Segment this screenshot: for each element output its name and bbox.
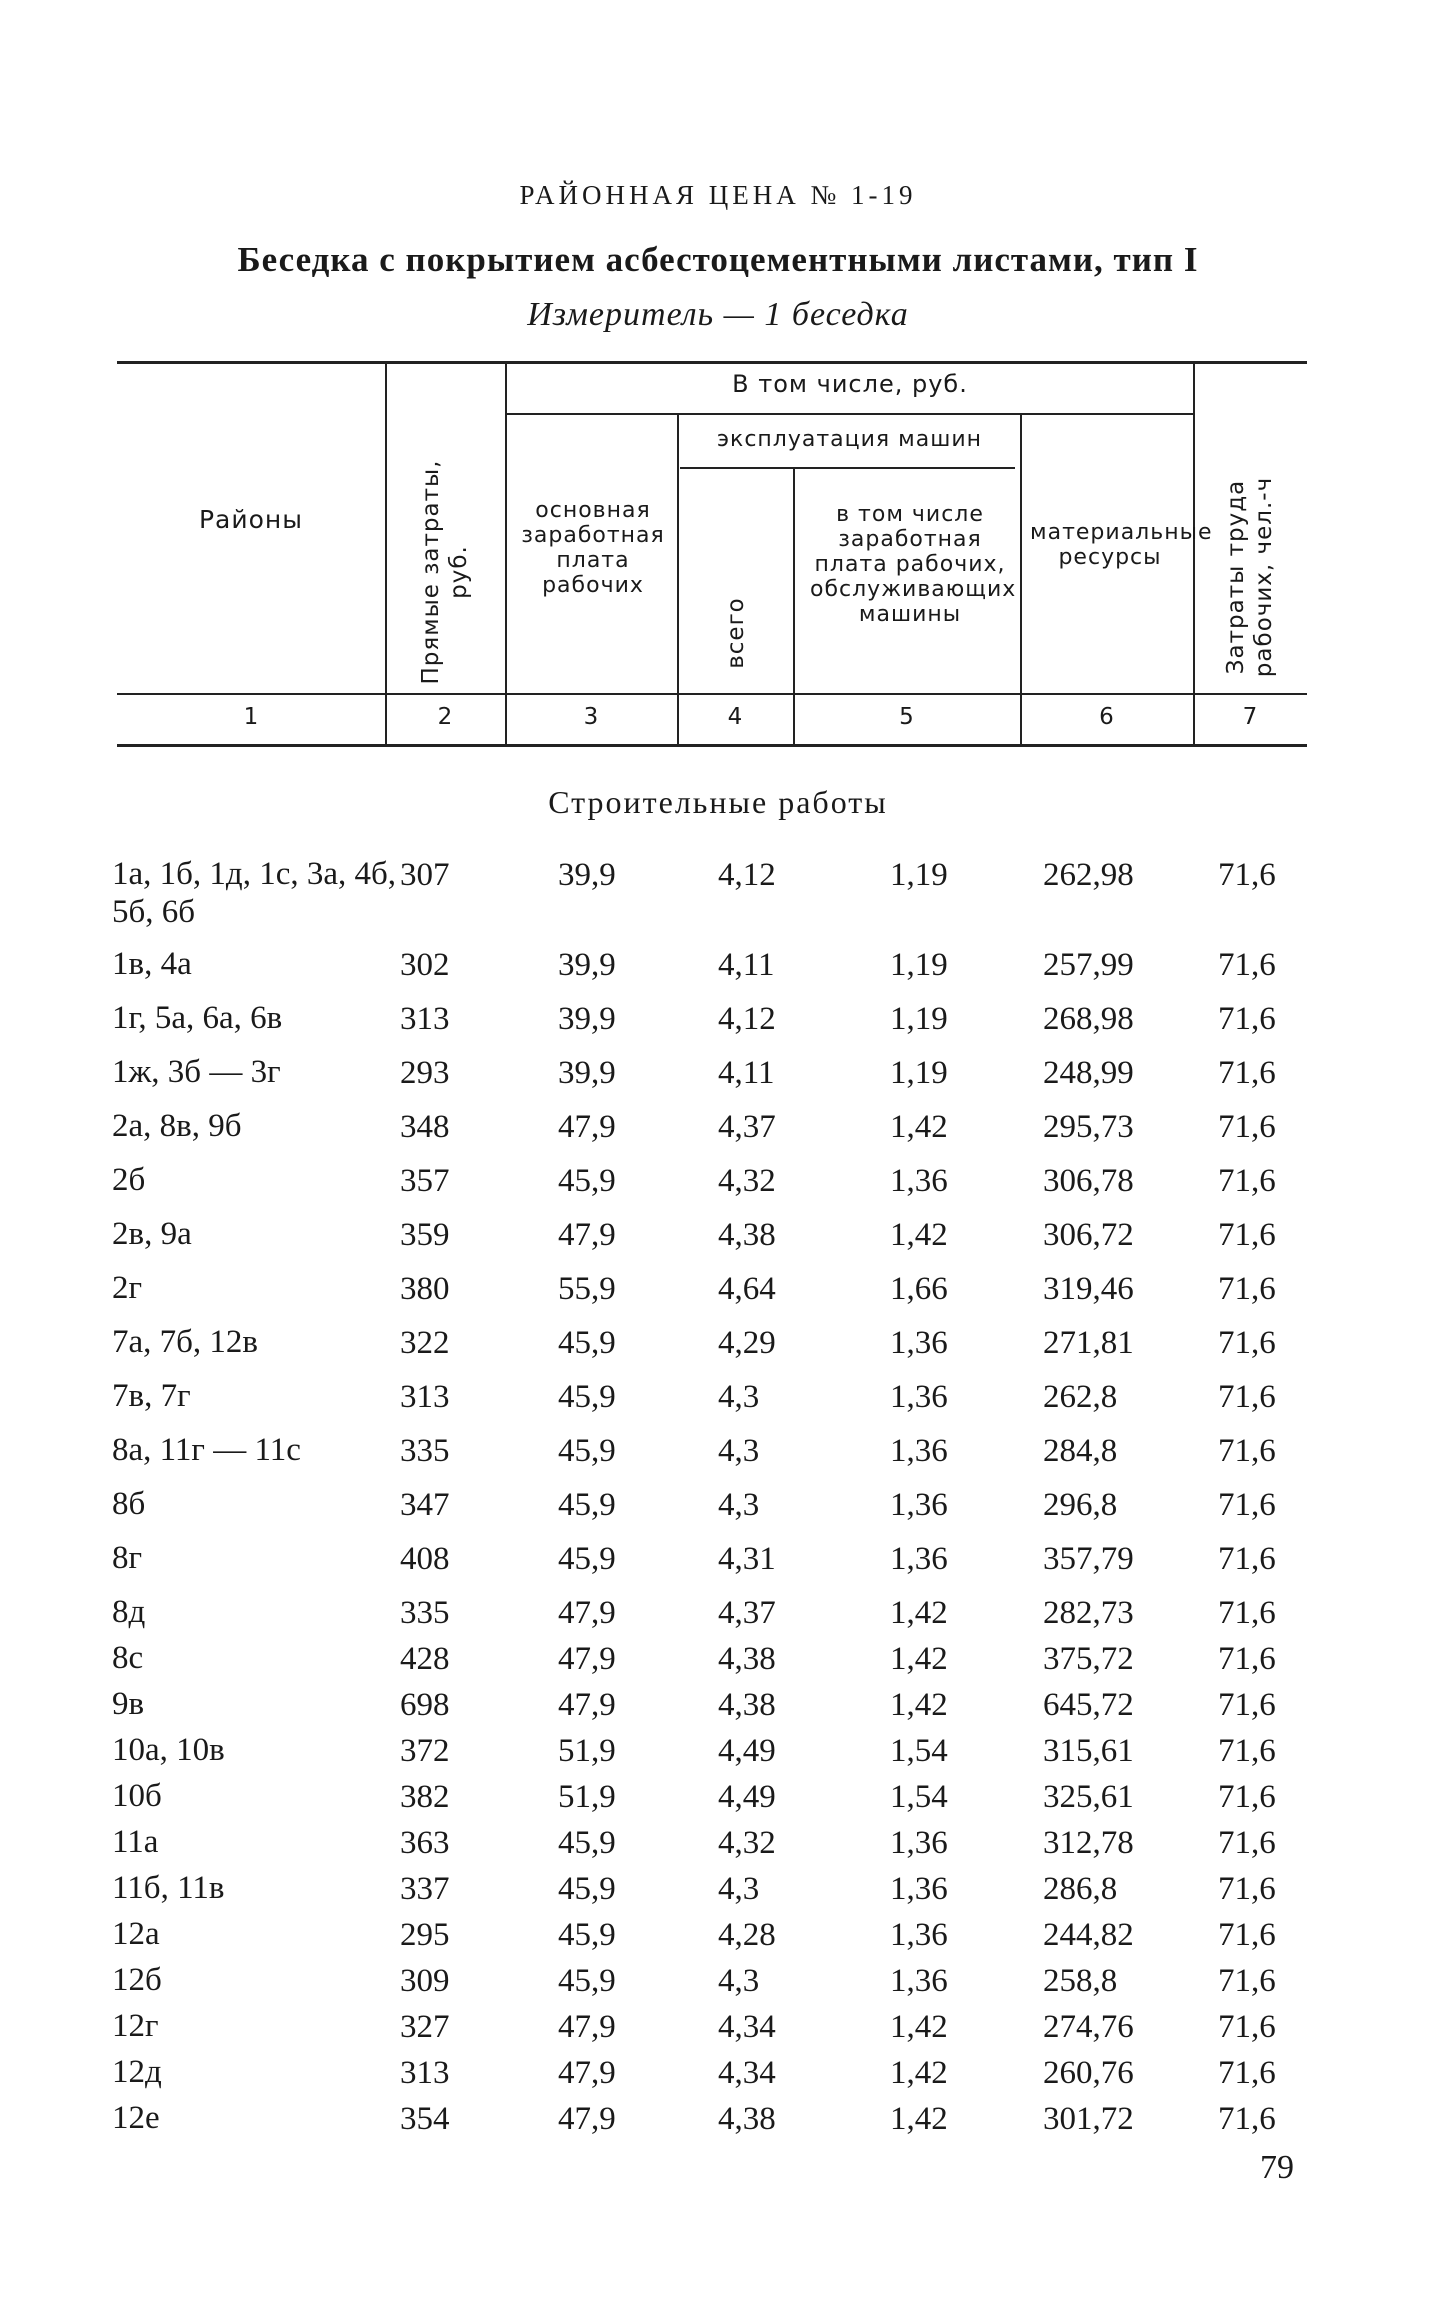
cell-machines-total: 4,38 bbox=[718, 2101, 776, 2137]
cell-machines-total: 4,38 bbox=[718, 1217, 776, 1253]
cell-region: 10б bbox=[112, 1778, 162, 1814]
cell-machines-total: 4,29 bbox=[718, 1325, 776, 1361]
cell-wages: 47,9 bbox=[558, 1217, 616, 1253]
cell-labor: 71,6 bbox=[1218, 1325, 1276, 1361]
cell-wages: 47,9 bbox=[558, 2055, 616, 2091]
cell-machines-total: 4,32 bbox=[718, 1163, 776, 1199]
table-row bbox=[0, 1915, 1436, 1961]
table-row bbox=[0, 1539, 1436, 1593]
cell-machines-total: 4,34 bbox=[718, 2009, 776, 2045]
column-number-6: 6 bbox=[1099, 704, 1114, 730]
cell-machines-total: 4,34 bbox=[718, 2055, 776, 2091]
cell-materials: 301,72 bbox=[1043, 2101, 1134, 2137]
table-row bbox=[0, 945, 1436, 999]
cell-direct-costs: 309 bbox=[400, 1963, 450, 1999]
cell-direct-costs: 307 bbox=[400, 857, 450, 893]
header-incl-group: В том числе, руб. bbox=[732, 370, 968, 398]
cell-wages: 45,9 bbox=[558, 1163, 616, 1199]
cell-labor: 71,6 bbox=[1218, 1641, 1276, 1677]
header-direct-costs: Прямые затраты, руб. bbox=[418, 459, 472, 685]
cell-machines-total: 4,37 bbox=[718, 1109, 776, 1145]
cell-machine-wages: 1,42 bbox=[890, 2055, 948, 2091]
cell-machine-wages: 1,54 bbox=[890, 1779, 948, 1815]
cell-machine-wages: 1,19 bbox=[890, 1001, 948, 1037]
cell-labor: 71,6 bbox=[1218, 1963, 1276, 1999]
table-row bbox=[0, 1053, 1436, 1107]
cell-machine-wages: 1,36 bbox=[890, 1325, 948, 1361]
cell-labor: 71,6 bbox=[1218, 2101, 1276, 2137]
table-row bbox=[0, 1869, 1436, 1915]
cell-region: 12а bbox=[112, 1916, 160, 1952]
cell-region: 12е bbox=[112, 2100, 160, 2136]
table-row bbox=[0, 1639, 1436, 1685]
cell-direct-costs: 335 bbox=[400, 1595, 450, 1631]
cell-region: 10а, 10в bbox=[112, 1732, 225, 1768]
cell-machine-wages: 1,66 bbox=[890, 1271, 948, 1307]
table-row bbox=[0, 1731, 1436, 1777]
cell-direct-costs: 313 bbox=[400, 1001, 450, 1037]
number-row-rule bbox=[117, 744, 1307, 747]
cell-materials: 262,98 bbox=[1043, 857, 1134, 893]
col-divider-4 bbox=[793, 467, 795, 744]
cell-direct-costs: 380 bbox=[400, 1271, 450, 1307]
table-row bbox=[0, 1161, 1436, 1215]
table-row bbox=[0, 855, 1436, 945]
cell-materials: 268,98 bbox=[1043, 1001, 1134, 1037]
cell-labor: 71,6 bbox=[1218, 1733, 1276, 1769]
column-number-4: 4 bbox=[727, 704, 743, 730]
cell-materials: 262,8 bbox=[1043, 1379, 1118, 1415]
cell-region: 1г, 5а, 6а, 6в bbox=[112, 1000, 283, 1036]
col-divider-1 bbox=[385, 361, 387, 744]
cell-wages: 39,9 bbox=[558, 857, 616, 893]
header-bottom-rule bbox=[117, 693, 1307, 695]
cell-machines-total: 4,32 bbox=[718, 1825, 776, 1861]
table-row bbox=[0, 1777, 1436, 1823]
cell-machine-wages: 1,36 bbox=[890, 1917, 948, 1953]
cell-labor: 71,6 bbox=[1218, 857, 1276, 893]
cell-materials: 260,76 bbox=[1043, 2055, 1134, 2091]
cell-machine-wages: 1,42 bbox=[890, 2009, 948, 2045]
cell-direct-costs: 408 bbox=[400, 1541, 450, 1577]
cell-materials: 274,76 bbox=[1043, 2009, 1134, 2045]
cell-machines-total: 4,49 bbox=[718, 1733, 776, 1769]
cell-machines-total: 4,38 bbox=[718, 1641, 776, 1677]
section-title: Строительные работы bbox=[548, 784, 888, 820]
cell-wages: 51,9 bbox=[558, 1733, 616, 1769]
cell-machines-total: 4,3 bbox=[718, 1379, 760, 1415]
cell-region: 1а, 1б, 1д, 1с, 3а, 4б, 5б, 6б bbox=[112, 856, 397, 930]
measure-unit: Измеритель — 1 беседка bbox=[527, 296, 909, 333]
cell-machine-wages: 1,42 bbox=[890, 1687, 948, 1723]
col-divider-3 bbox=[677, 413, 679, 744]
cell-machines-total: 4,3 bbox=[718, 1487, 760, 1523]
header-wages: основная заработная плата рабочих bbox=[521, 498, 665, 598]
cell-machine-wages: 1,42 bbox=[890, 1641, 948, 1677]
cell-machines-total: 4,3 bbox=[718, 1433, 760, 1469]
cell-wages: 47,9 bbox=[558, 1595, 616, 1631]
cell-labor: 71,6 bbox=[1218, 1871, 1276, 1907]
cell-wages: 45,9 bbox=[558, 1825, 616, 1861]
cell-machine-wages: 1,42 bbox=[890, 1595, 948, 1631]
cell-wages: 45,9 bbox=[558, 1541, 616, 1577]
cell-labor: 71,6 bbox=[1218, 1595, 1276, 1631]
cell-labor: 71,6 bbox=[1218, 1541, 1276, 1577]
cell-wages: 45,9 bbox=[558, 1917, 616, 1953]
group-rule-incl bbox=[505, 413, 1195, 415]
cell-region: 8г bbox=[112, 1540, 143, 1576]
cell-region: 8с bbox=[112, 1640, 144, 1676]
cell-wages: 47,9 bbox=[558, 1687, 616, 1723]
cell-region: 1в, 4а bbox=[112, 946, 192, 982]
cell-wages: 51,9 bbox=[558, 1779, 616, 1815]
cell-materials: 319,46 bbox=[1043, 1271, 1134, 1307]
cell-region: 12б bbox=[112, 1962, 162, 1998]
table-row bbox=[0, 1107, 1436, 1161]
cell-wages: 45,9 bbox=[558, 1963, 616, 1999]
cell-materials: 315,61 bbox=[1043, 1733, 1134, 1769]
cell-wages: 39,9 bbox=[558, 1001, 616, 1037]
cell-region: 7а, 7б, 12в bbox=[112, 1324, 259, 1360]
table-row bbox=[0, 1593, 1436, 1639]
col-divider-2 bbox=[505, 361, 507, 744]
cell-region: 2а, 8в, 9б bbox=[112, 1108, 242, 1144]
cell-materials: 312,78 bbox=[1043, 1825, 1134, 1861]
cell-wages: 47,9 bbox=[558, 1641, 616, 1677]
col-divider-6 bbox=[1193, 361, 1195, 744]
header-materials: материальные ресурсы bbox=[1030, 520, 1213, 570]
cell-machine-wages: 1,19 bbox=[890, 857, 948, 893]
cell-labor: 71,6 bbox=[1218, 1687, 1276, 1723]
cell-region: 1ж, 3б — 3г bbox=[112, 1054, 281, 1090]
cell-machine-wages: 1,42 bbox=[890, 1109, 948, 1145]
running-head: РАЙОННАЯ ЦЕНА № 1-19 bbox=[519, 180, 917, 210]
cell-materials: 282,73 bbox=[1043, 1595, 1134, 1631]
cell-wages: 47,9 bbox=[558, 1109, 616, 1145]
cell-direct-costs: 322 bbox=[400, 1325, 450, 1361]
header-top-rule bbox=[117, 361, 1307, 364]
cell-direct-costs: 337 bbox=[400, 1871, 450, 1907]
cell-machine-wages: 1,36 bbox=[890, 1825, 948, 1861]
cell-materials: 295,73 bbox=[1043, 1109, 1134, 1145]
cell-machines-total: 4,3 bbox=[718, 1963, 760, 1999]
header-regions: Районы bbox=[198, 505, 304, 534]
column-number-1: 1 bbox=[243, 704, 259, 730]
cell-labor: 71,6 bbox=[1218, 2055, 1276, 2091]
header-total: всего bbox=[723, 597, 749, 669]
cell-direct-costs: 428 bbox=[400, 1641, 450, 1677]
cell-region: 8б bbox=[112, 1486, 146, 1522]
table-row bbox=[0, 1823, 1436, 1869]
cell-wages: 47,9 bbox=[558, 2009, 616, 2045]
cell-machines-total: 4,11 bbox=[718, 947, 775, 983]
cell-direct-costs: 363 bbox=[400, 1825, 450, 1861]
cell-wages: 45,9 bbox=[558, 1379, 616, 1415]
cell-machine-wages: 1,36 bbox=[890, 1963, 948, 1999]
page-number: 79 bbox=[1260, 2149, 1294, 2186]
cell-labor: 71,6 bbox=[1218, 1271, 1276, 1307]
cell-materials: 325,61 bbox=[1043, 1779, 1134, 1815]
table-row bbox=[0, 2007, 1436, 2053]
cell-machines-total: 4,12 bbox=[718, 857, 776, 893]
cell-materials: 248,99 bbox=[1043, 1055, 1134, 1091]
cell-direct-costs: 302 bbox=[400, 947, 450, 983]
column-number-5: 5 bbox=[899, 704, 914, 730]
table-title: Беседка с покрытием асбестоцементными листами, тип I bbox=[237, 240, 1199, 279]
cell-labor: 71,6 bbox=[1218, 1001, 1276, 1037]
cell-materials: 306,78 bbox=[1043, 1163, 1134, 1199]
cell-region: 11б, 11в bbox=[112, 1870, 225, 1906]
cell-machines-total: 4,38 bbox=[718, 1687, 776, 1723]
cell-materials: 645,72 bbox=[1043, 1687, 1134, 1723]
cell-direct-costs: 335 bbox=[400, 1433, 450, 1469]
table-row bbox=[0, 1377, 1436, 1431]
cell-direct-costs: 372 bbox=[400, 1733, 450, 1769]
cell-materials: 257,99 bbox=[1043, 947, 1134, 983]
cell-region: 2в, 9а bbox=[112, 1216, 192, 1252]
cell-wages: 39,9 bbox=[558, 947, 616, 983]
cell-materials: 306,72 bbox=[1043, 1217, 1134, 1253]
cell-wages: 55,9 bbox=[558, 1271, 616, 1307]
cell-materials: 284,8 bbox=[1043, 1433, 1118, 1469]
table-row bbox=[0, 1485, 1436, 1539]
table-row bbox=[0, 1685, 1436, 1731]
cell-materials: 296,8 bbox=[1043, 1487, 1118, 1523]
cell-wages: 45,9 bbox=[558, 1487, 616, 1523]
cell-machine-wages: 1,42 bbox=[890, 2101, 948, 2137]
cell-labor: 71,6 bbox=[1218, 1055, 1276, 1091]
column-number-2: 2 bbox=[437, 704, 453, 730]
cell-region: 8д bbox=[112, 1594, 146, 1630]
cell-machine-wages: 1,36 bbox=[890, 1541, 948, 1577]
cell-machine-wages: 1,36 bbox=[890, 1379, 948, 1415]
table-row bbox=[0, 1961, 1436, 2007]
cell-materials: 357,79 bbox=[1043, 1541, 1134, 1577]
cell-wages: 47,9 bbox=[558, 2101, 616, 2137]
header-machines-group: эксплуатация машин bbox=[716, 427, 983, 452]
cell-wages: 45,9 bbox=[558, 1871, 616, 1907]
cell-materials: 258,8 bbox=[1043, 1963, 1118, 1999]
cell-direct-costs: 293 bbox=[400, 1055, 450, 1091]
cell-machines-total: 4,31 bbox=[718, 1541, 776, 1577]
cell-direct-costs: 354 bbox=[400, 2101, 450, 2137]
cell-labor: 71,6 bbox=[1218, 1109, 1276, 1145]
cell-region: 7в, 7г bbox=[112, 1378, 191, 1414]
cell-labor: 71,6 bbox=[1218, 1825, 1276, 1861]
cell-machines-total: 4,37 bbox=[718, 1595, 776, 1631]
cell-machines-total: 4,12 bbox=[718, 1001, 776, 1037]
cell-labor: 71,6 bbox=[1218, 1379, 1276, 1415]
cell-wages: 45,9 bbox=[558, 1325, 616, 1361]
cell-machine-wages: 1,36 bbox=[890, 1487, 948, 1523]
cell-machine-wages: 1,36 bbox=[890, 1163, 948, 1199]
table-row bbox=[0, 2099, 1436, 2145]
cell-wages: 39,9 bbox=[558, 1055, 616, 1091]
cell-direct-costs: 295 bbox=[400, 1917, 450, 1953]
cell-direct-costs: 382 bbox=[400, 1779, 450, 1815]
cell-machine-wages: 1,36 bbox=[890, 1871, 948, 1907]
cell-wages: 45,9 bbox=[558, 1433, 616, 1469]
cell-direct-costs: 313 bbox=[400, 1379, 450, 1415]
cell-direct-costs: 698 bbox=[400, 1687, 450, 1723]
header-machine-wages: в том числе заработная плата рабочих, обслуживающих машины bbox=[810, 502, 1017, 627]
cell-labor: 71,6 bbox=[1218, 1487, 1276, 1523]
table-row bbox=[0, 1323, 1436, 1377]
cell-region: 11а bbox=[112, 1824, 159, 1860]
cell-labor: 71,6 bbox=[1218, 1433, 1276, 1469]
cell-machine-wages: 1,36 bbox=[890, 1433, 948, 1469]
cell-direct-costs: 327 bbox=[400, 2009, 450, 2045]
cell-direct-costs: 348 bbox=[400, 1109, 450, 1145]
cell-machines-total: 4,49 bbox=[718, 1779, 776, 1815]
cell-region: 9в bbox=[112, 1686, 145, 1722]
cell-materials: 244,82 bbox=[1043, 1917, 1134, 1953]
table-row bbox=[0, 999, 1436, 1053]
cell-labor: 71,6 bbox=[1218, 1217, 1276, 1253]
cell-region: 12д bbox=[112, 2054, 162, 2090]
price-table-body bbox=[0, 855, 1436, 2145]
header-labor: Затраты труда рабочих, чел.-ч bbox=[1223, 476, 1277, 678]
cell-materials: 286,8 bbox=[1043, 1871, 1118, 1907]
cell-materials: 271,81 bbox=[1043, 1325, 1134, 1361]
column-number-7: 7 bbox=[1242, 704, 1258, 730]
cell-labor: 71,6 bbox=[1218, 1779, 1276, 1815]
cell-labor: 71,6 bbox=[1218, 2009, 1276, 2045]
cell-direct-costs: 347 bbox=[400, 1487, 450, 1523]
cell-labor: 71,6 bbox=[1218, 1163, 1276, 1199]
group-rule-machines bbox=[680, 467, 1015, 469]
cell-labor: 71,6 bbox=[1218, 947, 1276, 983]
cell-region: 2г bbox=[112, 1270, 143, 1306]
cell-machine-wages: 1,19 bbox=[890, 1055, 948, 1091]
table-row bbox=[0, 2053, 1436, 2099]
cell-region: 8а, 11г — 11с bbox=[112, 1432, 301, 1468]
cell-direct-costs: 313 bbox=[400, 2055, 450, 2091]
cell-region: 12г bbox=[112, 2008, 159, 2044]
cell-direct-costs: 357 bbox=[400, 1163, 450, 1199]
table-row bbox=[0, 1215, 1436, 1269]
cell-region: 2б bbox=[112, 1162, 146, 1198]
cell-labor: 71,6 bbox=[1218, 1917, 1276, 1953]
cell-machine-wages: 1,54 bbox=[890, 1733, 948, 1769]
cell-machines-total: 4,3 bbox=[718, 1871, 760, 1907]
cell-materials: 375,72 bbox=[1043, 1641, 1134, 1677]
col-divider-5 bbox=[1020, 413, 1022, 744]
cell-machine-wages: 1,42 bbox=[890, 1217, 948, 1253]
cell-machine-wages: 1,19 bbox=[890, 947, 948, 983]
table-row bbox=[0, 1431, 1436, 1485]
cell-machines-total: 4,28 bbox=[718, 1917, 776, 1953]
table-row bbox=[0, 1269, 1436, 1323]
cell-direct-costs: 359 bbox=[400, 1217, 450, 1253]
column-number-3: 3 bbox=[583, 704, 599, 730]
cell-machines-total: 4,11 bbox=[718, 1055, 775, 1091]
cell-machines-total: 4,64 bbox=[718, 1271, 776, 1307]
